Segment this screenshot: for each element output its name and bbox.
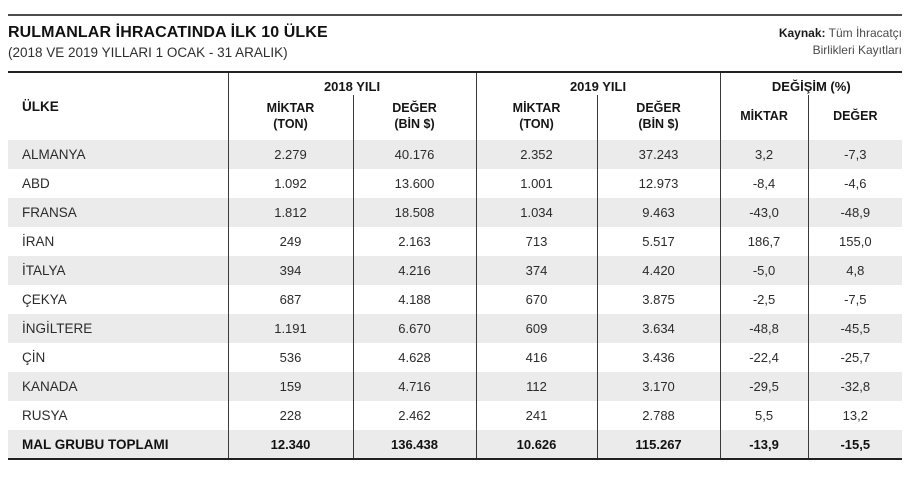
value-cell: 2.163 [353, 227, 476, 256]
table-row [8, 227, 902, 256]
value-cell: 159 [228, 372, 353, 401]
value-cell: 2.788 [597, 401, 720, 430]
value-cell: 2.279 [228, 140, 353, 169]
country-cell: ÇİN [22, 350, 46, 366]
value-cell: 4.216 [353, 256, 476, 285]
export-table [8, 71, 902, 460]
value-cell: 4,8 [808, 256, 902, 285]
col-header-2019-miktar [476, 95, 597, 140]
value-cell: 18.508 [353, 198, 476, 227]
value-cell: 1.092 [228, 169, 353, 198]
value-cell: 228 [228, 401, 353, 430]
col-header-label: MİKTAR [740, 108, 788, 123]
country-cell: ALMANYA [22, 147, 86, 163]
col-header-unit: (TON) [519, 116, 554, 131]
table-row [8, 198, 902, 227]
table-row [8, 169, 902, 198]
value-cell: 136.438 [353, 430, 476, 459]
group-header-2019: 2019 YILI [476, 72, 720, 95]
value-cell: -5,0 [720, 256, 808, 285]
value-cell: 609 [476, 314, 597, 343]
col-header-unit: (BİN $) [394, 116, 435, 131]
value-cell: 416 [476, 343, 597, 372]
col-header-2018-deger [353, 95, 476, 140]
value-cell: -4,6 [808, 169, 902, 198]
value-cell: 12.973 [597, 169, 720, 198]
group-header-change: DEĞİŞİM (%) [720, 72, 902, 95]
col-header-2019-deger [597, 95, 720, 140]
value-cell: 3.634 [597, 314, 720, 343]
source-label: Kaynak: [778, 26, 826, 40]
value-cell: 5,5 [720, 401, 808, 430]
source-text-line1: Tüm İhracatçı [828, 26, 902, 40]
value-cell: -32,8 [808, 372, 902, 401]
value-cell: 37.243 [597, 140, 720, 169]
value-cell: 241 [476, 401, 597, 430]
table-row [8, 140, 902, 169]
col-header-country: ÜLKE [22, 99, 59, 115]
value-cell: 13,2 [808, 401, 902, 430]
value-cell: 115.267 [597, 430, 720, 459]
table-row [8, 401, 902, 430]
value-cell: 4.716 [353, 372, 476, 401]
value-cell: 670 [476, 285, 597, 314]
value-cell: -25,7 [808, 343, 902, 372]
col-header-label: DEĞER [833, 108, 878, 123]
value-cell: 687 [228, 285, 353, 314]
country-cell: ÇEKYA [22, 292, 67, 308]
value-cell: 713 [476, 227, 597, 256]
value-cell: 9.463 [597, 198, 720, 227]
table-row [8, 372, 902, 401]
table-total-row [8, 430, 902, 459]
value-cell: 374 [476, 256, 597, 285]
value-cell: -8,4 [720, 169, 808, 198]
value-cell: 112 [476, 372, 597, 401]
country-cell: KANADA [22, 379, 78, 395]
table-row [8, 343, 902, 372]
value-cell: -48,9 [808, 198, 902, 227]
page-subtitle: (2018 VE 2019 YILLARI 1 OCAK - 31 ARALIK) [8, 45, 288, 61]
table-row [8, 314, 902, 343]
value-cell: 1.812 [228, 198, 353, 227]
value-cell: 5.517 [597, 227, 720, 256]
table-row [8, 285, 902, 314]
col-header-label: MİKTAR [266, 100, 315, 115]
value-cell: 3.875 [597, 285, 720, 314]
value-cell: 155,0 [808, 227, 902, 256]
col-header-label: DEĞER [636, 100, 681, 115]
title-block [8, 24, 328, 60]
value-cell: 1.001 [476, 169, 597, 198]
value-cell: 3.436 [597, 343, 720, 372]
col-header-unit: (BİN $) [638, 116, 679, 131]
value-cell: 394 [228, 256, 353, 285]
value-cell: 4.188 [353, 285, 476, 314]
table-body [8, 140, 902, 459]
col-header-change-miktar [720, 95, 808, 140]
value-cell: 3,2 [720, 140, 808, 169]
table-header [8, 72, 902, 140]
col-header-unit: (TON) [273, 116, 308, 131]
top-rule [8, 14, 902, 16]
value-cell: 2.352 [476, 140, 597, 169]
country-cell: FRANSA [22, 205, 77, 221]
value-cell: -2,5 [720, 285, 808, 314]
source-note [779, 25, 902, 59]
col-header-2018-miktar [228, 95, 353, 140]
value-cell: 4.628 [353, 343, 476, 372]
value-cell: 2.462 [353, 401, 476, 430]
value-cell: 1.034 [476, 198, 597, 227]
value-cell: -7,5 [808, 285, 902, 314]
value-cell: -7,3 [808, 140, 902, 169]
country-cell: RUSYA [22, 408, 68, 424]
group-header-2018: 2018 YILI [228, 72, 476, 95]
value-cell: 186,7 [720, 227, 808, 256]
value-cell: -29,5 [720, 372, 808, 401]
country-cell: MAL GRUBU TOPLAMI [22, 436, 169, 452]
value-cell: 3.170 [597, 372, 720, 401]
value-cell: 12.340 [228, 430, 353, 459]
value-cell: 4.420 [597, 256, 720, 285]
table-row [8, 256, 902, 285]
value-cell: -22,4 [720, 343, 808, 372]
value-cell: 1.191 [228, 314, 353, 343]
value-cell: -48,8 [720, 314, 808, 343]
value-cell: 40.176 [353, 140, 476, 169]
page-title: RULMANLAR İHRACATINDA İLK 10 ÜLKE [8, 24, 328, 41]
page [0, 14, 910, 460]
country-cell: ABD [22, 176, 50, 192]
value-cell: -15,5 [808, 430, 902, 459]
country-cell: İNGİLTERE [22, 321, 93, 337]
value-cell: 10.626 [476, 430, 597, 459]
value-cell: -45,5 [808, 314, 902, 343]
header [8, 24, 902, 60]
value-cell: -43,0 [720, 198, 808, 227]
value-cell: 13.600 [353, 169, 476, 198]
country-cell: İRAN [22, 234, 55, 250]
col-header-label: MİKTAR [512, 100, 561, 115]
source-text-line2: Birlikleri Kayıtları [812, 42, 902, 57]
col-header-change-deger [808, 95, 902, 140]
value-cell: 536 [228, 343, 353, 372]
value-cell: -13,9 [720, 430, 808, 459]
col-header-label: DEĞER [392, 100, 437, 115]
country-cell: İTALYA [22, 263, 66, 279]
value-cell: 6.670 [353, 314, 476, 343]
value-cell: 249 [228, 227, 353, 256]
